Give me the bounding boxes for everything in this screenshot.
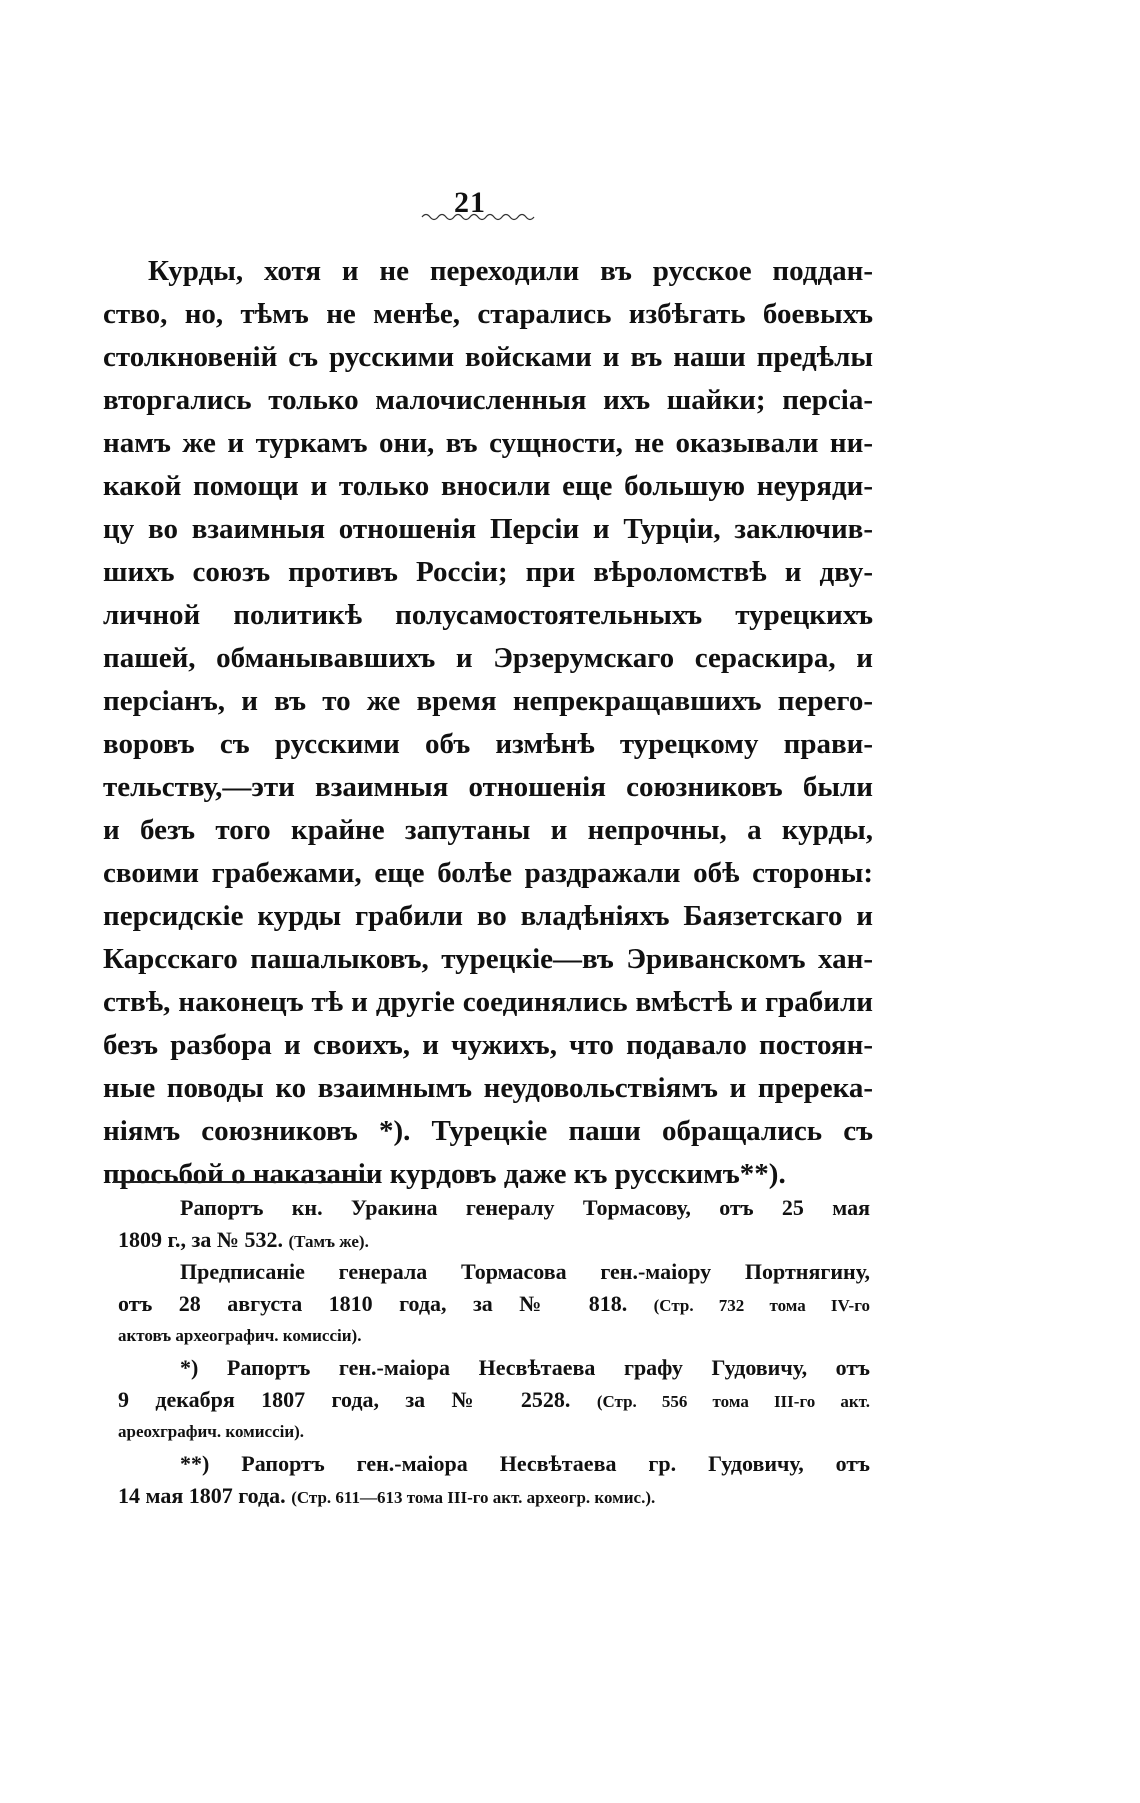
footnote-3-source-continued: ареохграфич. комиссіи). xyxy=(118,1422,305,1441)
footnote-3-source: (Стр. 556 тома III-го акт. xyxy=(596,1392,870,1411)
text-line: ствѣ, наконецъ тѣ и другіе соединялись вмѣстѣ и грабили xyxy=(103,986,873,1018)
footnote-1-reference: 1809 г., за № 532. xyxy=(118,1227,283,1252)
text-line: воровъ съ русскими объ измѣнѣ турецкому прави- xyxy=(103,728,873,760)
footnote-1-source: (Тамъ же). xyxy=(288,1232,369,1251)
text-line: личной политикѣ полусамостоятельныхъ турецкихъ xyxy=(103,599,873,631)
footnote-3-line: *) Рапортъ ген.-маіора Несвѣтаева графу Гудовичу, отъ xyxy=(180,1355,870,1380)
text-line: своими грабежами, еще болѣе раздражали обѣ стороны: xyxy=(103,857,873,889)
text-line: ные поводы ко взаимнымъ неудовольствіямъ и пререка- xyxy=(103,1072,873,1104)
footnote-1-line xyxy=(118,1224,870,1256)
footnote-2-source: (Стр. 732 тома IV-го xyxy=(653,1296,871,1315)
text-line: безъ разбора и своихъ, и чужихъ, что подавало постоян- xyxy=(103,1029,873,1061)
footnote-2-line: Предписаніе генерала Тормасова ген.-маіору Портнягину, xyxy=(180,1259,870,1284)
page-number: 21 xyxy=(454,186,486,219)
text-line: столкновеній съ русскими войсками и въ наши предѣлы xyxy=(103,341,873,373)
text-line: шихъ союзъ противъ Россіи; при вѣроломствѣ и дву- xyxy=(103,556,873,588)
text-line: Карсскаго пашалыковъ, турецкіе—въ Эриванскомъ хан- xyxy=(103,943,873,975)
text-line: и безъ того крайне запутаны и непрочны, а курды, xyxy=(103,814,873,846)
text-line: тельству,—эти взаимныя отношенія союзниковъ были xyxy=(103,771,873,803)
text-line: намъ же и туркамъ они, въ сущности, не оказывали ни- xyxy=(103,427,873,459)
text-line: цу во взаимныя отношенія Персіи и Турціи, заключив- xyxy=(103,513,873,545)
footnote-4-line xyxy=(118,1480,870,1512)
text-line: просьбой о наказаніи курдовъ даже къ русскимъ**). xyxy=(103,1158,786,1190)
text-line: пашей, обманывавшихъ и Эрзерумскаго сераскира, и xyxy=(103,642,873,674)
footnote-2-line xyxy=(118,1288,870,1320)
text-line: какой помощи и только вносили еще большую неуряди- xyxy=(103,470,873,502)
footnote-separator xyxy=(113,1181,367,1183)
text-line: персидскіе курды грабили во владѣніяхъ Баязетскаго и xyxy=(103,900,873,932)
text-line: вторгались только малочисленныя ихъ шайки; персіа- xyxy=(103,384,873,416)
text-line: ніямъ союзниковъ *). Турецкіе паши обращались съ xyxy=(103,1115,873,1147)
page-number-ornament xyxy=(420,210,540,224)
footnote-2-reference: отъ 28 августа 1810 года, за № 818. xyxy=(118,1291,628,1316)
text-line: персіанъ, и въ то же время непрекращавшихъ перего- xyxy=(103,685,873,717)
footnote-2-source-continued: актовъ археографич. комиссіи). xyxy=(118,1326,362,1345)
footnote-4-reference: 14 мая 1807 года. xyxy=(118,1483,286,1508)
footnote-3-line xyxy=(118,1384,870,1416)
text-line: ство, но, тѣмъ не менѣе, старались избѣгать боевыхъ xyxy=(103,298,873,330)
footnote-4-source: (Стр. 611—613 тома III-го акт. археогр. комис.). xyxy=(291,1488,656,1507)
footnote-1-line: Рапортъ кн. Уракина генералу Тормасову, отъ 25 мая xyxy=(180,1195,870,1220)
footnote-4-line: **) Рапортъ ген.-маіора Несвѣтаева гр. Гудовичу, отъ xyxy=(180,1451,870,1476)
footnotes xyxy=(118,1192,870,1512)
footnote-3-reference: 9 декабря 1807 года, за № 2528. xyxy=(118,1387,571,1412)
main-paragraph xyxy=(103,250,873,1196)
text-line: Курды, хотя и не переходили въ русское поддан- xyxy=(148,255,873,287)
